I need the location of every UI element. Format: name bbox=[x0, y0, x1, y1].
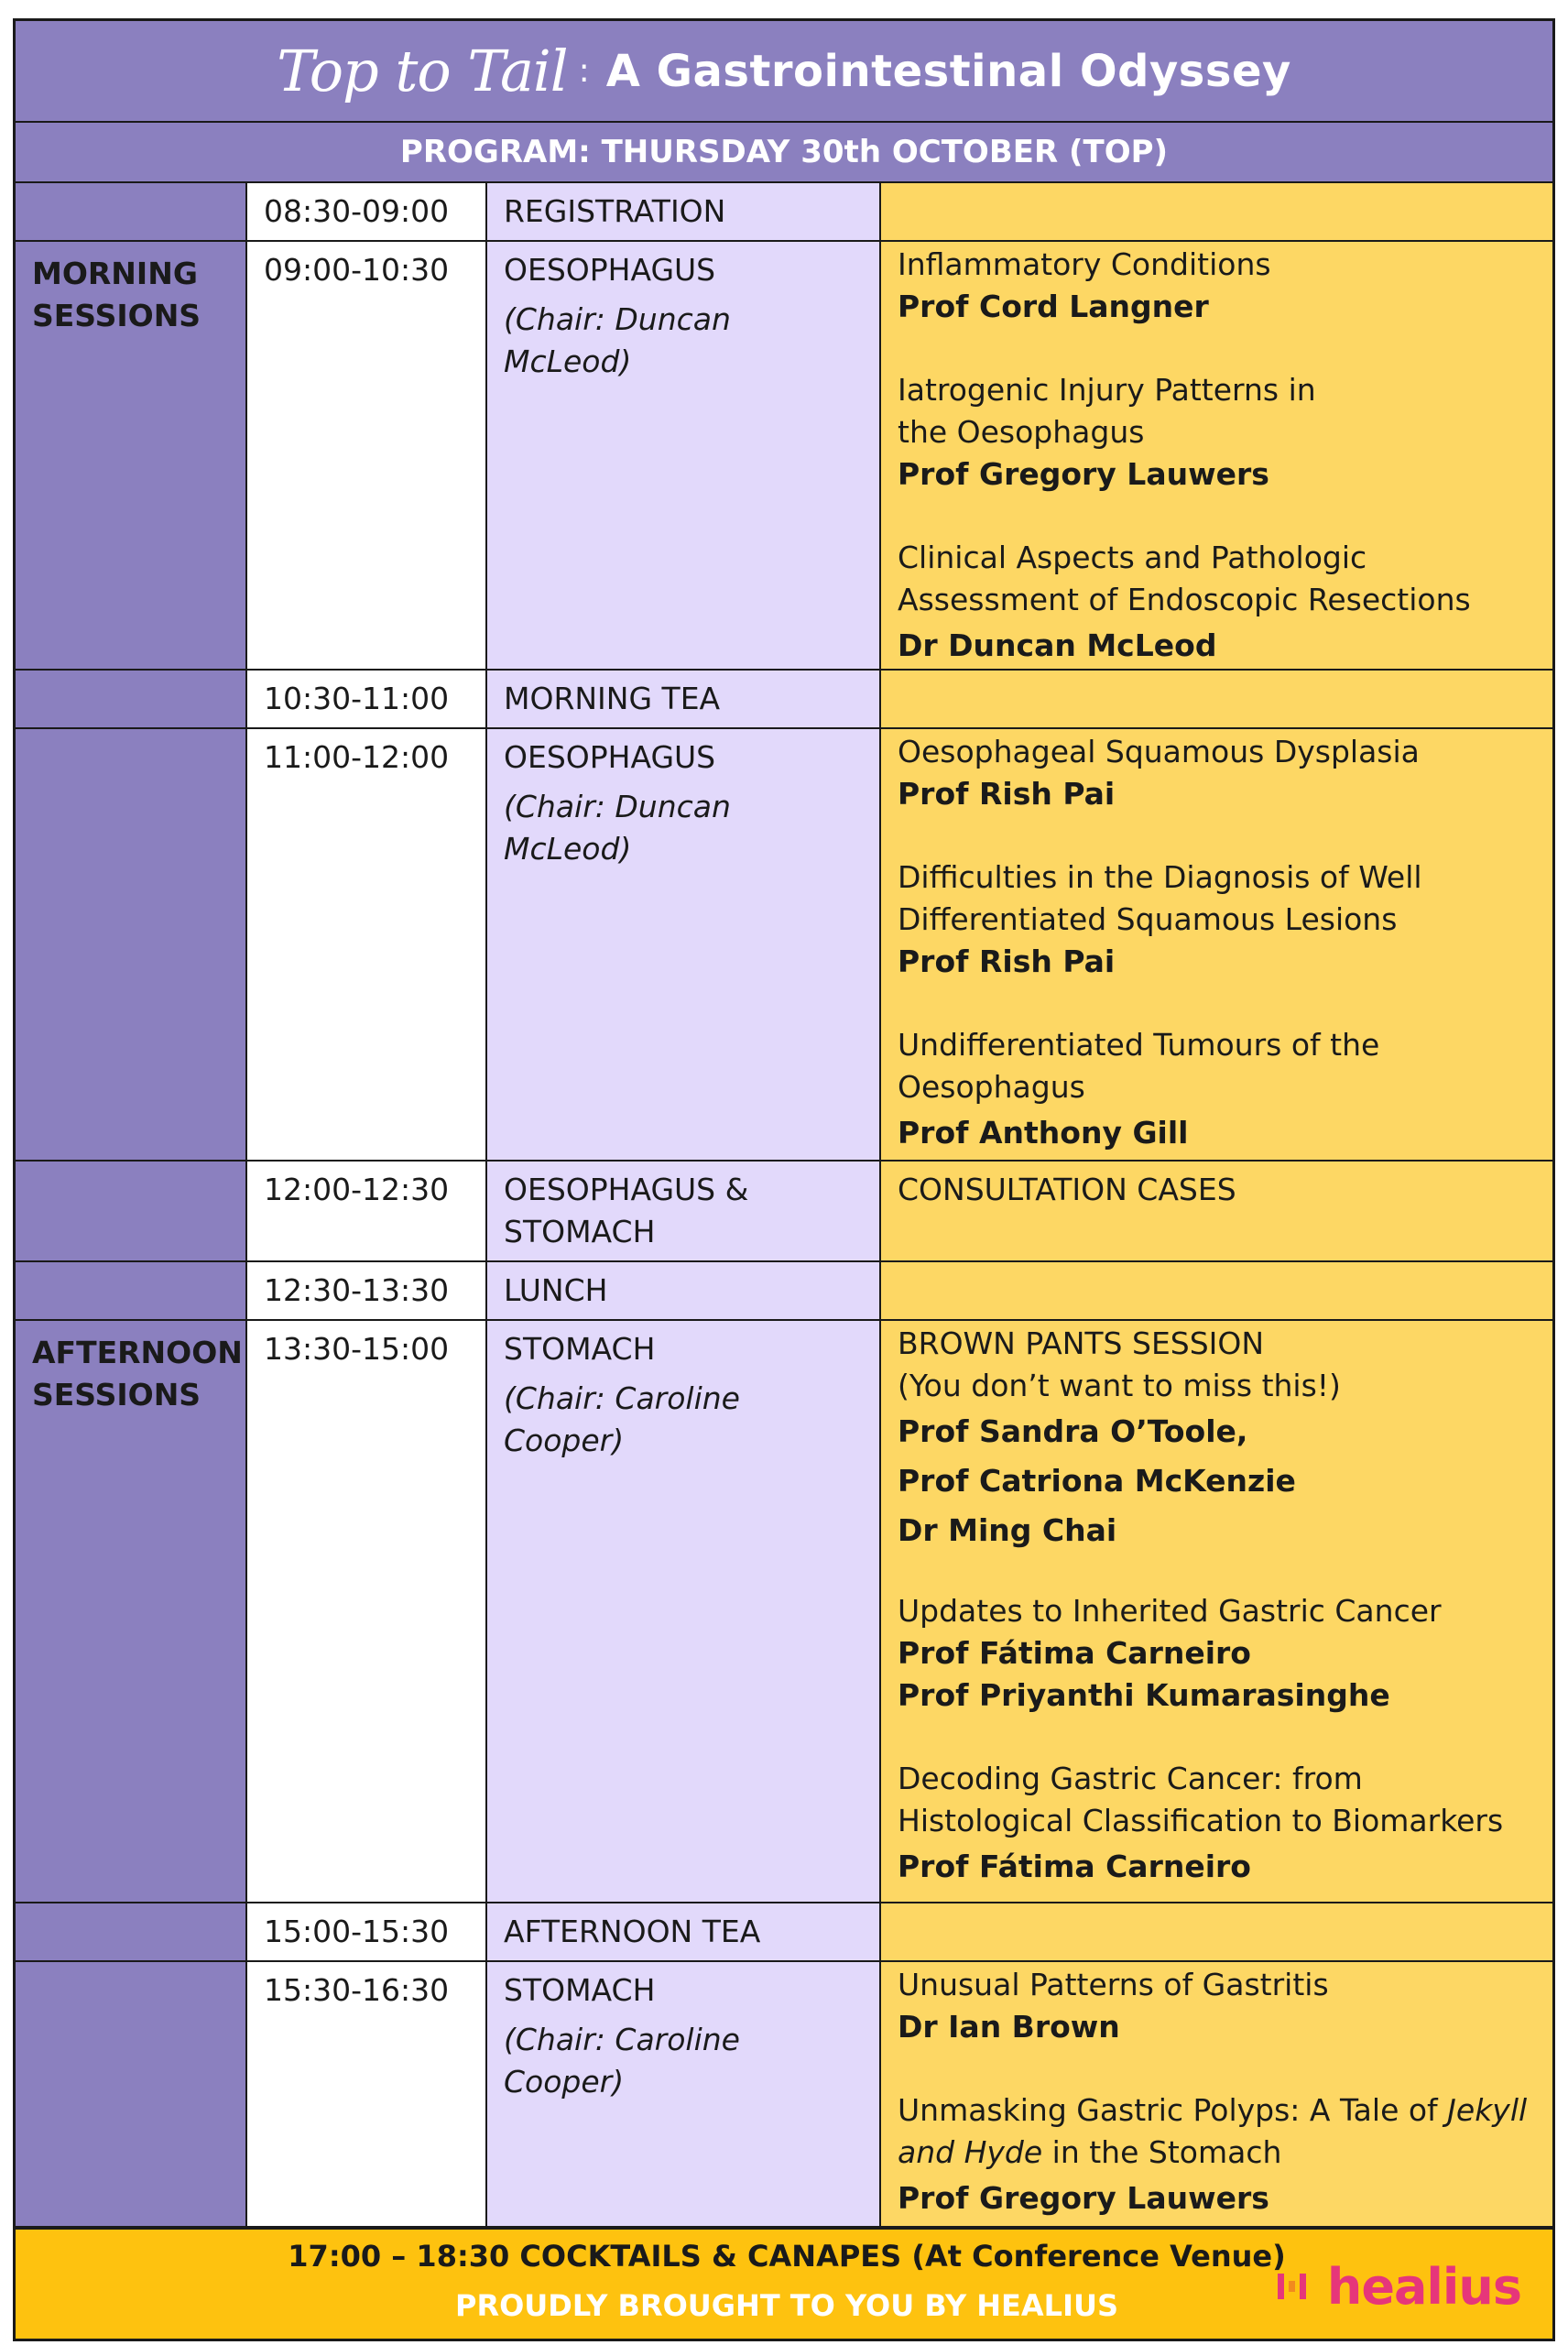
section-cell bbox=[13, 671, 247, 729]
talk-title: BROWN PANTS SESSION bbox=[898, 1325, 1265, 1361]
main-title: A Gastrointestinal Odyssey bbox=[605, 45, 1291, 97]
session-text: OESOPHAGUS bbox=[504, 739, 716, 775]
time-text: 10:30-11:00 bbox=[264, 681, 450, 716]
time-text: 11:00-12:00 bbox=[264, 739, 450, 775]
footer-line-2: PROUDLY BROUGHT TO YOU BY HEALIUS bbox=[454, 2288, 1118, 2323]
session-text: STOMACH bbox=[504, 1972, 656, 2008]
time-text: 15:30-16:30 bbox=[264, 1972, 450, 2008]
talk-title: Decoding Gastric Cancer: from Histological Classification to Biomarkers bbox=[898, 1761, 1504, 1838]
talk-title: Clinical Aspects and Pathologic Assessment of Endoscopic Resections bbox=[898, 540, 1471, 617]
talks-cell bbox=[881, 671, 1555, 729]
time-cell bbox=[247, 1321, 487, 1903]
section-label-afternoon bbox=[13, 1321, 247, 1903]
session-cell bbox=[487, 671, 881, 729]
title-part: in the Stomach bbox=[1042, 2134, 1282, 2170]
speaker: Dr Duncan McLeod bbox=[898, 627, 1217, 663]
speaker: Prof Rish Pai bbox=[898, 943, 1116, 979]
title-part: Unmasking Gastric Polyps: A Tale of bbox=[898, 2092, 1448, 2128]
chair-text: (Chair: Duncan McLeod) bbox=[504, 301, 731, 379]
healius-mark-icon bbox=[1276, 2268, 1327, 2305]
session-cell bbox=[487, 1962, 881, 2228]
section-label-morning bbox=[13, 242, 247, 671]
speaker: Dr Ian Brown bbox=[898, 2009, 1120, 2045]
session-text: STOMACH bbox=[504, 1331, 656, 1367]
talks-cell bbox=[881, 1903, 1555, 1962]
time-text: 09:00-10:30 bbox=[264, 252, 450, 288]
section-text: AFTERNOON SESSIONS bbox=[32, 1335, 243, 1412]
time-text: 12:30-13:30 bbox=[264, 1272, 450, 1308]
time-text: 08:30-09:00 bbox=[264, 193, 450, 229]
session-text: AFTERNOON TEA bbox=[504, 1914, 761, 1949]
talks-cell bbox=[881, 729, 1555, 1162]
speaker: Dr Ming Chai bbox=[898, 1512, 1117, 1548]
talk-title: Undifferentiated Tumours of the Oesophagus bbox=[898, 1027, 1380, 1105]
section-cell bbox=[13, 1262, 247, 1321]
session-cell bbox=[487, 1162, 881, 1262]
healius-logo-text: healius bbox=[1326, 2257, 1521, 2316]
session-text: OESOPHAGUS bbox=[504, 252, 716, 288]
session-text: LUNCH bbox=[504, 1272, 608, 1308]
time-cell bbox=[247, 242, 487, 671]
talk-title bbox=[898, 2089, 1539, 2174]
program-date-bar bbox=[13, 123, 1555, 183]
talk-title: Inflammatory Conditions bbox=[898, 246, 1271, 282]
time-cell bbox=[247, 671, 487, 729]
section-cell bbox=[13, 729, 247, 1162]
section-text: MORNING SESSIONS bbox=[32, 256, 201, 333]
script-title: Top to Tail bbox=[277, 38, 568, 104]
speaker: Prof Rish Pai bbox=[898, 776, 1116, 812]
session-text: REGISTRATION bbox=[504, 193, 726, 229]
time-cell bbox=[247, 1903, 487, 1962]
talks-cell bbox=[881, 242, 1555, 671]
time-text: 13:30-15:00 bbox=[264, 1331, 450, 1367]
title-separator: : bbox=[578, 52, 590, 90]
talks-cell bbox=[881, 1321, 1555, 1903]
time-text: 15:00-15:30 bbox=[264, 1914, 450, 1949]
session-text: MORNING TEA bbox=[504, 681, 721, 716]
program-title-bar bbox=[13, 18, 1555, 123]
speaker: Prof Gregory Lauwers bbox=[898, 456, 1269, 492]
section-cell bbox=[13, 1162, 247, 1262]
time-text: 12:00-12:30 bbox=[264, 1172, 450, 1207]
speaker: Prof Fátima Carneiro bbox=[898, 1849, 1251, 1884]
talks-cell bbox=[881, 1962, 1555, 2228]
section-cell bbox=[13, 1903, 247, 1962]
title-part-italic: Jekyll and Hyde bbox=[898, 2092, 1528, 2170]
session-cell bbox=[487, 1321, 881, 1903]
talk-title: CONSULTATION CASES bbox=[898, 1172, 1236, 1207]
time-cell bbox=[247, 1162, 487, 1262]
speaker: Prof Sandra O’Toole, bbox=[898, 1413, 1248, 1449]
speaker: Prof Cord Langner bbox=[898, 289, 1209, 324]
session-cell bbox=[487, 1903, 881, 1962]
healius-logo bbox=[1276, 2257, 1521, 2316]
talk-title: Oesophageal Squamous Dysplasia bbox=[898, 734, 1420, 769]
talk-title: Difficulties in the Diagnosis of Well Differentiated Squamous Lesions bbox=[898, 859, 1422, 937]
chair-text: (Chair: Caroline Cooper) bbox=[504, 1380, 740, 1458]
section-cell bbox=[13, 1962, 247, 2228]
session-cell bbox=[487, 729, 881, 1162]
time-cell bbox=[247, 183, 487, 242]
footer-event: 17:00 – 18:30 COCKTAILS & CANAPES bbox=[288, 2239, 902, 2274]
time-cell bbox=[247, 1962, 487, 2228]
time-cell bbox=[247, 1262, 487, 1321]
talks-cell bbox=[881, 1262, 1555, 1321]
talk-title: Updates to Inherited Gastric Cancer bbox=[898, 1593, 1442, 1629]
talk-title: Iatrogenic Injury Patterns in the Oesophagus bbox=[898, 372, 1316, 450]
talk-subtitle: (You don’t want to miss this!) bbox=[898, 1368, 1341, 1403]
speaker: Prof Fátima Carneiro bbox=[898, 1635, 1251, 1671]
time-cell bbox=[247, 729, 487, 1162]
chair-text: (Chair: Caroline Cooper) bbox=[504, 2022, 740, 2100]
session-cell bbox=[487, 183, 881, 242]
session-cell bbox=[487, 1262, 881, 1321]
talks-cell bbox=[881, 183, 1555, 242]
talks-cell bbox=[881, 1162, 1555, 1262]
speaker: Prof Priyanthi Kumarasinghe bbox=[898, 1677, 1390, 1713]
speaker: Prof Gregory Lauwers bbox=[898, 2180, 1269, 2216]
talk-title: Unusual Patterns of Gastritis bbox=[898, 1967, 1329, 2002]
section-cell bbox=[13, 183, 247, 242]
speaker: Prof Catriona McKenzie bbox=[898, 1463, 1296, 1499]
session-text: OESOPHAGUS & STOMACH bbox=[504, 1172, 749, 1249]
speaker: Prof Anthony Gill bbox=[898, 1115, 1189, 1151]
footer-event-note: (At Conference Venue) bbox=[901, 2239, 1286, 2274]
program-date: PROGRAM: THURSDAY 30th OCTOBER (TOP) bbox=[399, 134, 1169, 170]
session-cell bbox=[487, 242, 881, 671]
chair-text: (Chair: Duncan McLeod) bbox=[504, 789, 731, 867]
footer-bar bbox=[13, 2228, 1555, 2341]
